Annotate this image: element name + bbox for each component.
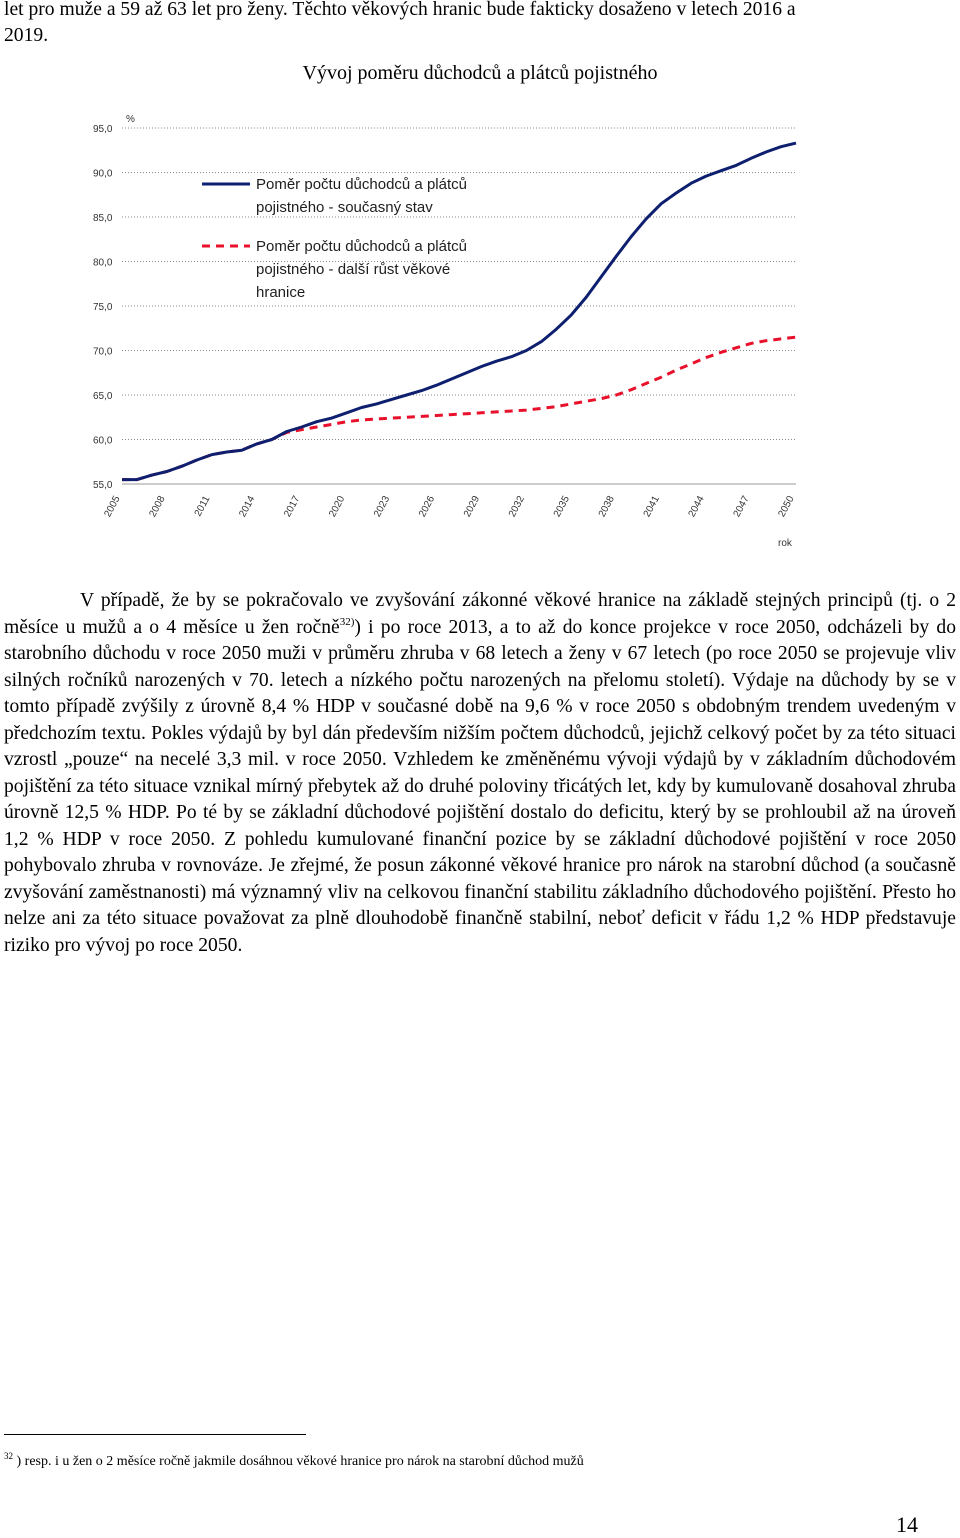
series-line-higher-age-limit [122,337,796,480]
footnote-text: ) resp. i u žen o 2 měsíce ročně jakmile dosáhnou věkové hranice pro nárok na starobní důchod mužů [16,1454,584,1469]
x-tick-label: 2026 [417,494,438,520]
x-tick-label: 2032 [506,494,528,520]
footnote-reference: 32) [339,615,355,628]
legend-label: Poměr počtu důchodců a plátců [256,238,467,255]
page-number: 14 [896,1512,918,1537]
x-tick-label: 2014 [237,494,258,520]
x-tick-label: 2017 [282,494,303,520]
top-text-line-1: let pro muže a 59 až 63 let pro ženy. Těchto věkových hranic bude fakticky dosaženo v letech 2016 a [4,0,796,20]
footnote-divider [4,1434,306,1435]
top-text-line-2: 2019. [4,25,49,46]
series-line-current-state [122,143,796,480]
y-tick-label: 95,0 [93,124,113,135]
x-tick-label: 2008 [147,494,168,520]
footnote-mark: 32 [4,1451,13,1461]
x-tick-label: 2050 [776,494,797,520]
x-tick-label: 2023 [372,494,393,520]
y-tick-label: 80,0 [93,257,113,269]
y-tick-label: 75,0 [93,302,113,313]
legend-label: Poměr počtu důchodců a plátců [256,176,467,193]
paragraph-rest: ) i po roce 2013, a to až do konce projekce v roce 2050, odcházeli by do starobního důchodu v roce 2050 muži v průměru zhruba v 68 letech a ženy v 67 letech (po roce 2050 se projevuje vliv silných ročníků narozených v 70. letech a nízkého počtu narozených na přelomu století). Výdaje na důchody by se v tomto případě zvýšily z úrovně 8,4 % HDP v současné době na 9,6 % v roce 2050 s obdobným trendem uvedeným v předchozím textu. Pokles výdajů by byl dán především nižším počtem důchodců, jejichž celkový počet by za této situaci vzrostl „pouze“ na necelé 3,3 mil. v roce 2050. Vzhledem ke změněnému vývoji výdajů by v základním důchodovém pojištění za této situace vznikal mírný přebytek až do druhé poloviny třicátých let, kdy by kumulovaně dosahoval zhruba úrovně 12,5 % HDP. Po té by se základní důchodové pojištění dostalo do deficitu, který by se prohloubil až na úroveň 1,2 % HDP v roce 2050. Z pohledu kumulované finanční pozice by se základní důchodové pojištění v roce 2050 pohybovalo zhruba v rovnováze. Je zřejmé, že posun zákonné věkové hranice pro nárok na starobní důchod (a současně zvyšování zaměstnanosti) má významný vliv na celkovou finanční stabilitu základního důchodového pojištění. Přesto ho nelze ani za této situace považovat za plně dlouhodobě finančně stabilní, neboť deficit v řádu 1,2 % HDP představuje riziko pro vývoj po roce 2050. [4,616,956,956]
legend-label: pojistného - další růst věkové [256,261,451,278]
y-axis-label: % [126,114,135,125]
x-tick-label: 2038 [596,494,617,520]
x-tick-label: 2029 [461,494,483,520]
footnote [4,1446,584,1472]
legend-label: pojistného - současný stav [256,199,433,216]
line-chart [0,0,960,580]
y-tick-label: 85,0 [93,213,113,224]
x-tick-label: 2035 [551,494,572,520]
x-tick-label: 2005 [102,494,123,520]
x-tick-label: 2011 [192,494,213,519]
x-tick-label: 2044 [686,494,707,520]
y-tick-label: 55,0 [93,480,113,491]
y-tick-label: 60,0 [93,435,113,447]
legend-label: hranice [256,284,306,301]
chart-title: Vývoj poměru důchodců a plátců pojistného [302,62,658,84]
x-tick-label: 2020 [327,494,348,520]
paragraph-start: V případě, že by se pokračovalo ve zvyšování zákonné věkové hranice na základě stejných principů (tj. o 2 měsíce u mužů a o 4 měsíce u žen ročně [4,590,956,638]
y-tick-label: 70,0 [93,346,113,358]
x-tick-label: 2041 [641,494,662,520]
y-tick-label: 90,0 [93,168,113,180]
x-axis-label: rok [778,538,792,549]
y-tick-label: 65,0 [93,391,113,402]
x-tick-label: 2047 [731,494,752,520]
body-paragraph [4,588,956,959]
